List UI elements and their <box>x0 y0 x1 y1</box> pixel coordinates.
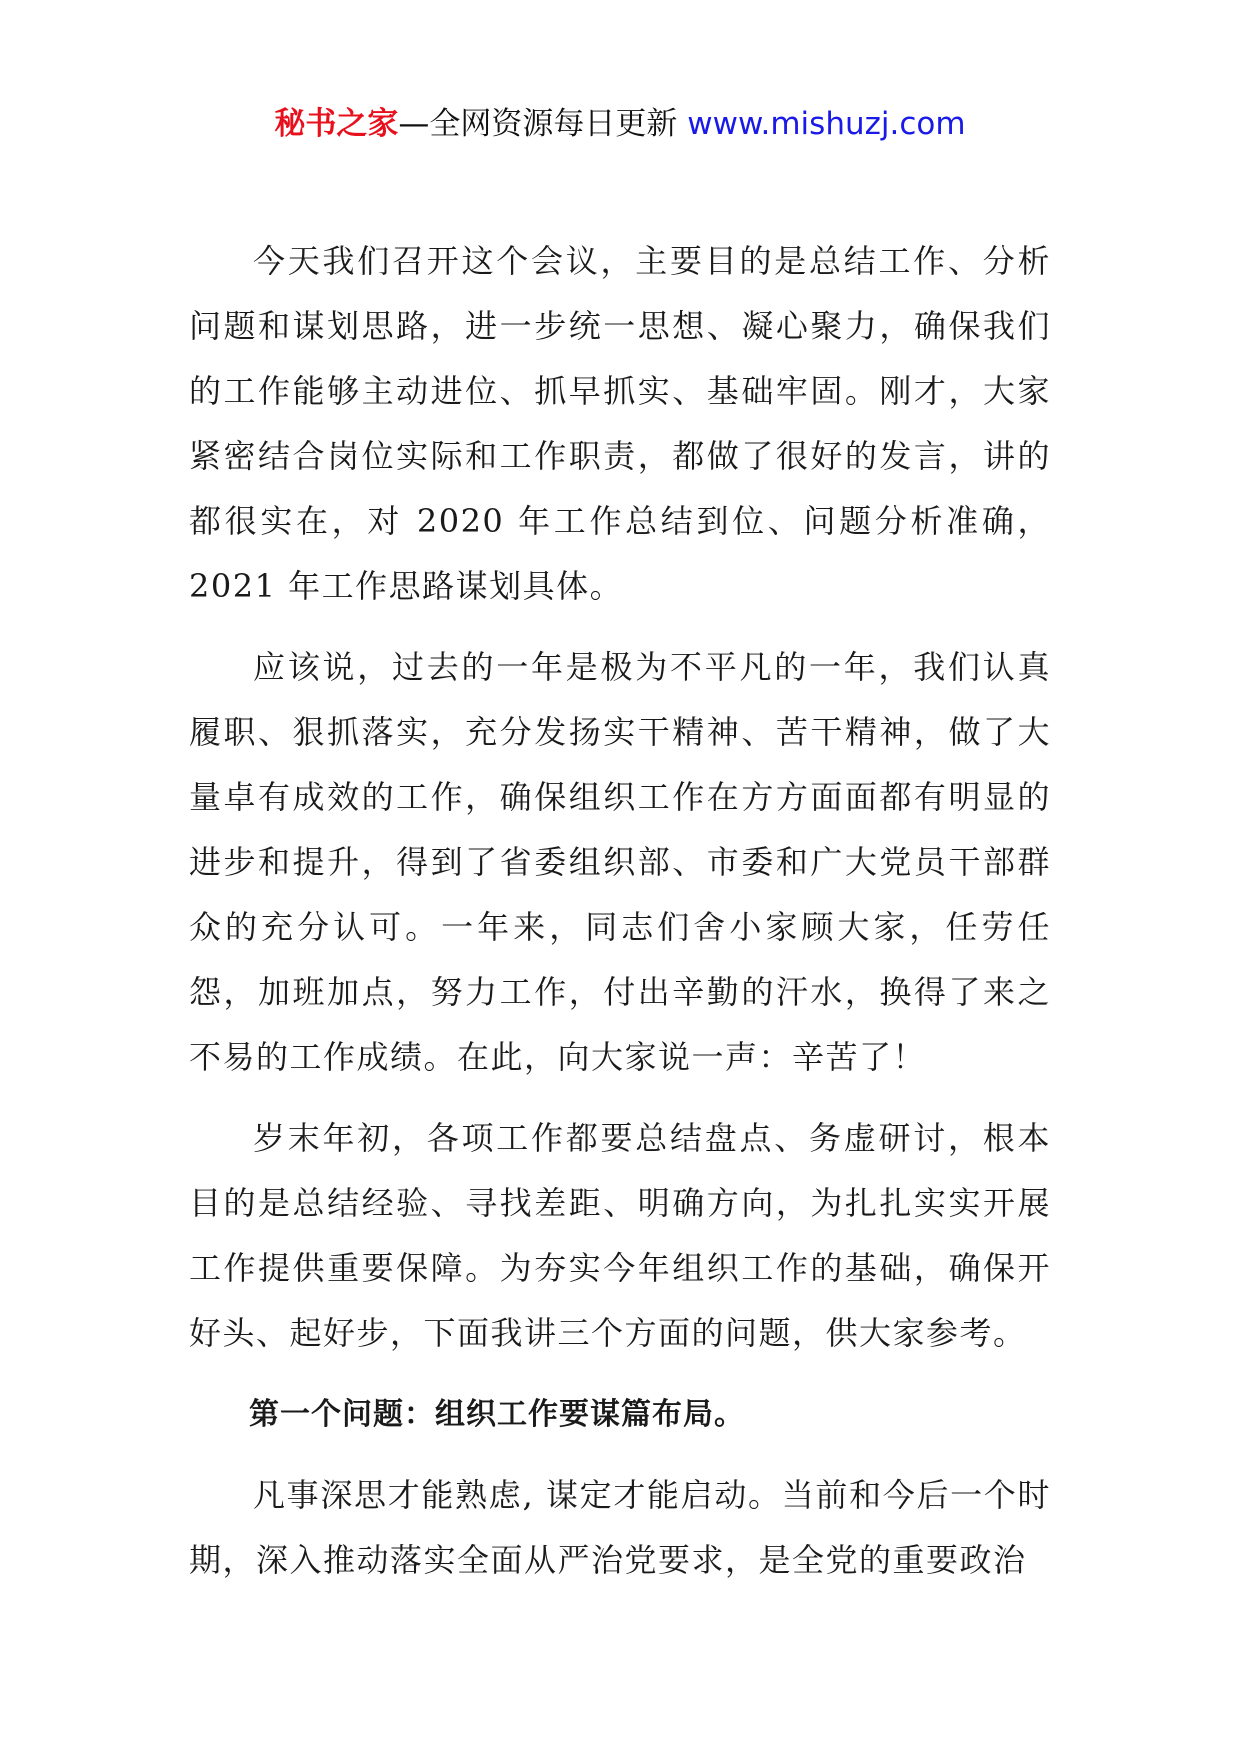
section-heading: 第一个问题：组织工作要谋篇布局。 <box>249 1397 745 1432</box>
paragraph-intro: 今天我们召开这个会议，主要目的是总结工作、分析问题和谋划思路，进一步统一思想、凝心聚力，确保我们的工作能够主动进位、抓早抓实、基础牢固。刚才，大家紧密结合岗位实际和工作职责，都做了很好的发言，讲的都很实在，对 2020 年工作总结到位、问题分析准确，2021 年工作思路谋划具体。 <box>189 242 1051 605</box>
paragraph-review: 应该说，过去的一年是极为不平凡的一年，我们认真履职、狠抓落实，充分发扬实干精神、苦干精神，做了大量卓有成效的工作，确保组织工作在方方面面都有明显的进步和提升，得到了省委组织部、市委和广大党员干部群众的充分认可。一年来，同志们舍小家顾大家，任劳任怨，加班加点，努力工作，付出辛勤的汗水，换得了来之不易的工作成绩。在此，向大家说一声：辛苦了！ <box>189 648 1051 1076</box>
page-header <box>0 100 1240 148</box>
paragraph-purpose: 岁末年初，各项工作都要总结盘点、务虚研讨，根本目的是总结经验、寻找差距、明确方向，为扎扎实实开展工作提供重要保障。为夯实今年组织工作的基础，确保开好头、起好步，下面我讲三个方面的问题，供大家参考。 <box>189 1119 1051 1352</box>
paragraph-section-one: 凡事深思才能熟虑, 谋定才能启动。当前和今后一个时期，深入推动落实全面从严治党要求，是全党的重要政治 <box>189 1476 1051 1579</box>
header-tagline: —全网资源每日更新 <box>398 106 688 142</box>
site-link[interactable]: www.mishuzj.com <box>687 106 966 142</box>
brand-name: 秘书之家 <box>274 106 399 142</box>
document-body <box>189 229 1051 1609</box>
